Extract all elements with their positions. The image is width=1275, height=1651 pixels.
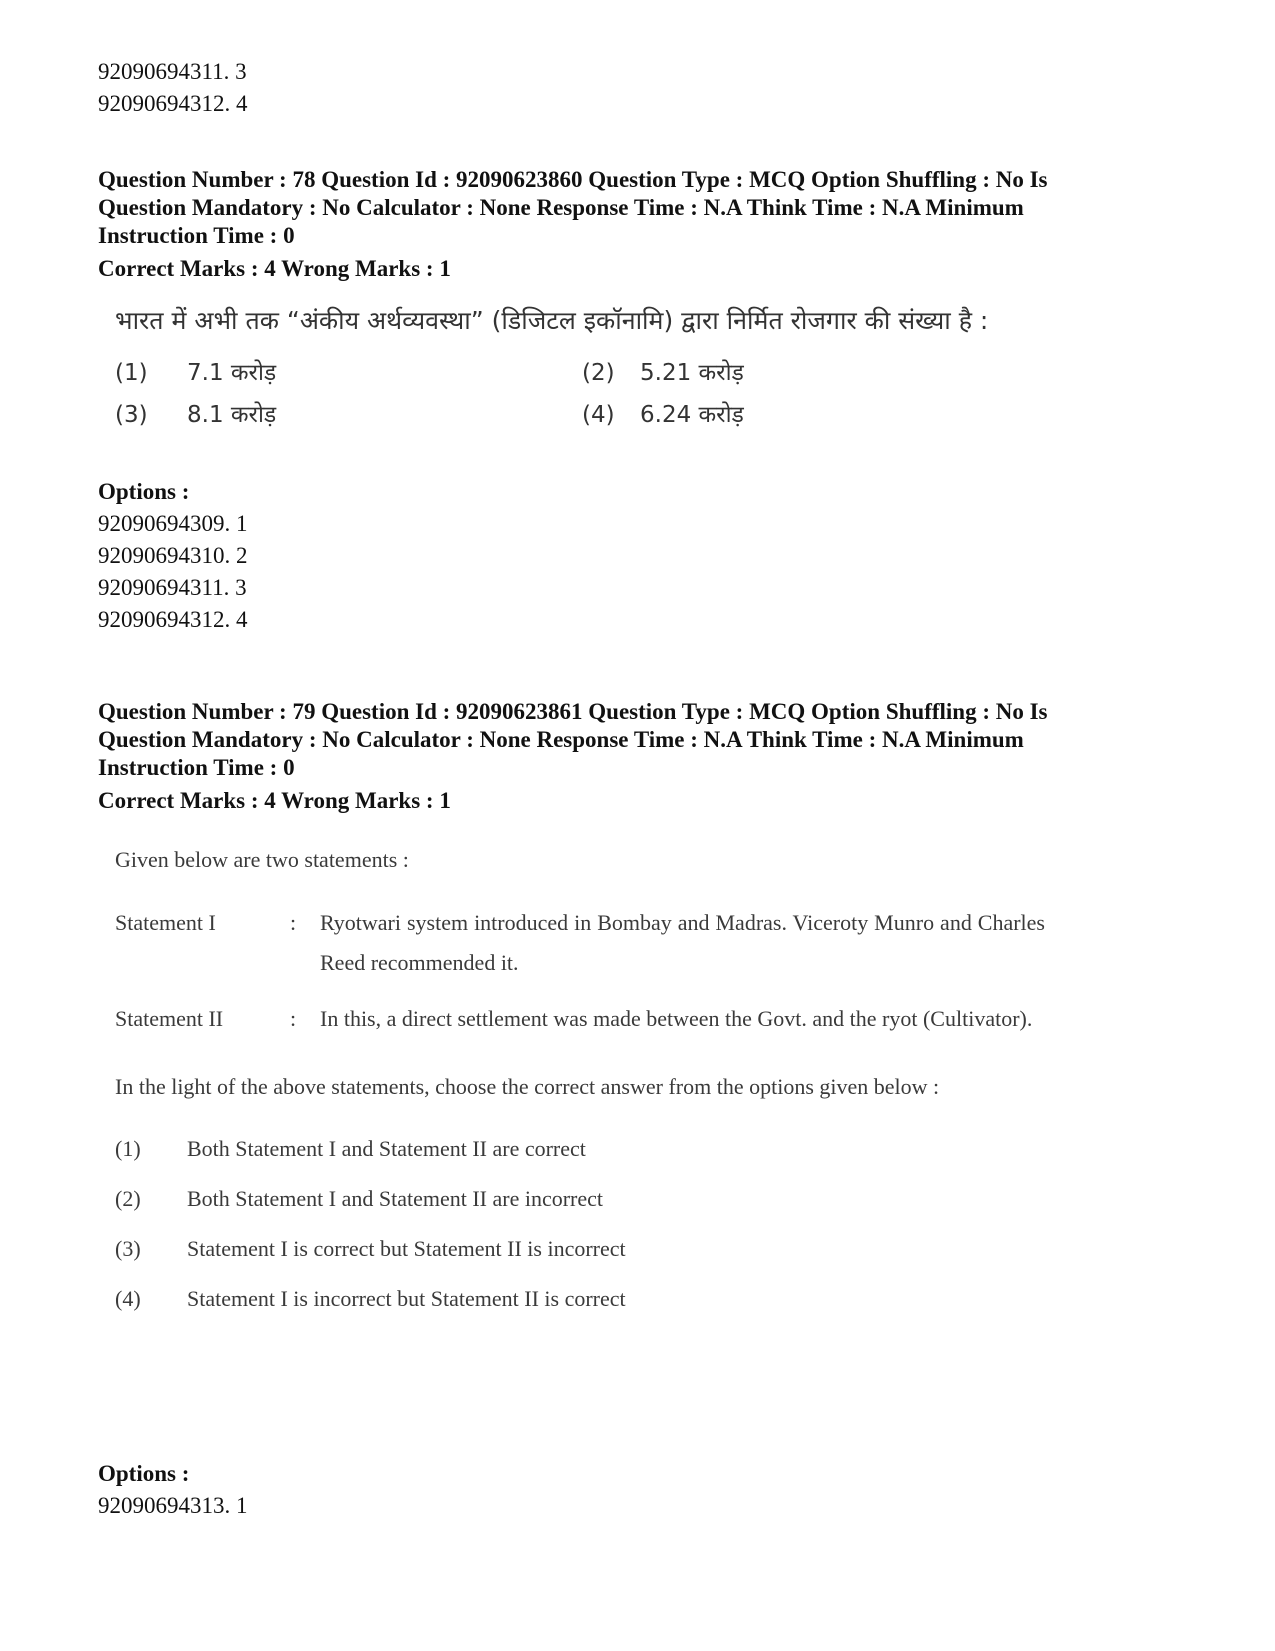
statement-colon: : — [290, 1006, 297, 1031]
statement-text: In this, a direct settlement was made between the Govt. and the ryot (Cultivator). — [320, 1006, 1033, 1031]
q79-choices — [115, 1129, 1075, 1319]
choice-row — [115, 1129, 1075, 1169]
q78-marks: Correct Marks : 4 Wrong Marks : 1 — [98, 256, 451, 281]
q78-question-image — [115, 304, 988, 432]
choice-number: (1) — [115, 360, 148, 386]
options-label: Options : — [98, 479, 190, 504]
q79-header-line-2: Question Mandatory : No Calculator : None Response Time : N.A Think Time : N.A Minimum — [98, 727, 1024, 752]
choice-row — [115, 1179, 1075, 1219]
q79-header — [98, 698, 1178, 816]
choice-text: Both Statement I and Statement II are incorrect — [187, 1186, 604, 1211]
choice-text: Statement I is incorrect but Statement II is correct — [187, 1286, 626, 1311]
choice-text: Statement I is correct but Statement II is incorrect — [187, 1236, 626, 1261]
choice-number: (1) — [115, 1136, 141, 1161]
choice-number: (2) — [115, 1186, 141, 1211]
q79-header-line-3: Instruction Time : 0 — [98, 755, 295, 780]
statement-label: Statement I — [115, 910, 216, 935]
option-line: 92090694312. 4 — [98, 91, 248, 116]
statement-1 — [115, 903, 1075, 983]
choice-text: 6.24 करोड़ — [640, 402, 744, 428]
q78-options — [98, 476, 1178, 636]
q79-marks: Correct Marks : 4 Wrong Marks : 1 — [98, 788, 451, 813]
option-line: 92090694312. 4 — [98, 607, 248, 632]
statement-text: Ryotwari system introduced in Bombay and Madras. Viceroty Munro and Charles Reed recommended it. — [320, 910, 1045, 975]
choice-number: (4) — [582, 402, 615, 428]
choice-number: (3) — [115, 402, 148, 428]
option-line: 92090694313. 1 — [98, 1493, 248, 1518]
option-line: 92090694310. 2 — [98, 543, 248, 568]
option-line: 92090694309. 1 — [98, 511, 248, 536]
option-line: 92090694311. 3 — [98, 575, 247, 600]
choice-row — [115, 1229, 1075, 1269]
q78-header-line-1: Question Number : 78 Question Id : 92090623860 Question Type : MCQ Option Shuffling : No Is — [98, 167, 1048, 192]
choice-number: (3) — [115, 1236, 141, 1261]
q79-question-image — [115, 843, 1075, 1319]
statement-2 — [115, 999, 1075, 1039]
statement-label: Statement II — [115, 1006, 224, 1031]
q78-question-text: भारत में अभी तक “अंकीय अर्थव्यवस्था” (डिजिटल इकॉनामि) द्वारा निर्मित रोजगार की संख्या है : — [115, 306, 989, 335]
choice-text: 8.1 करोड़ — [187, 402, 277, 428]
choice-row — [115, 1279, 1075, 1319]
options-label: Options : — [98, 1461, 190, 1486]
choice-text: Both Statement I and Statement II are correct — [187, 1136, 586, 1161]
q79-options — [98, 1458, 1178, 1522]
choice-text: 7.1 करोड़ — [187, 360, 277, 386]
q78-header-line-3: Instruction Time : 0 — [98, 223, 295, 248]
choice-number: (4) — [115, 1286, 141, 1311]
q78-header — [98, 166, 1178, 284]
choice-text: 5.21 करोड़ — [640, 360, 744, 386]
option-line: 92090694311. 3 — [98, 59, 247, 84]
q79-header-line-1: Question Number : 79 Question Id : 92090623861 Question Type : MCQ Option Shuffling : No Is — [98, 699, 1048, 724]
q78-header-line-2: Question Mandatory : No Calculator : None Response Time : N.A Think Time : N.A Minimum — [98, 195, 1024, 220]
q79-intro: Given below are two statements : — [115, 847, 409, 872]
carryover-options — [98, 56, 1178, 120]
statement-colon: : — [290, 910, 297, 935]
q79-instruction: In the light of the above statements, choose the correct answer from the options given below : — [115, 1074, 940, 1099]
choice-number: (2) — [582, 360, 615, 386]
q78-choices — [115, 356, 988, 432]
